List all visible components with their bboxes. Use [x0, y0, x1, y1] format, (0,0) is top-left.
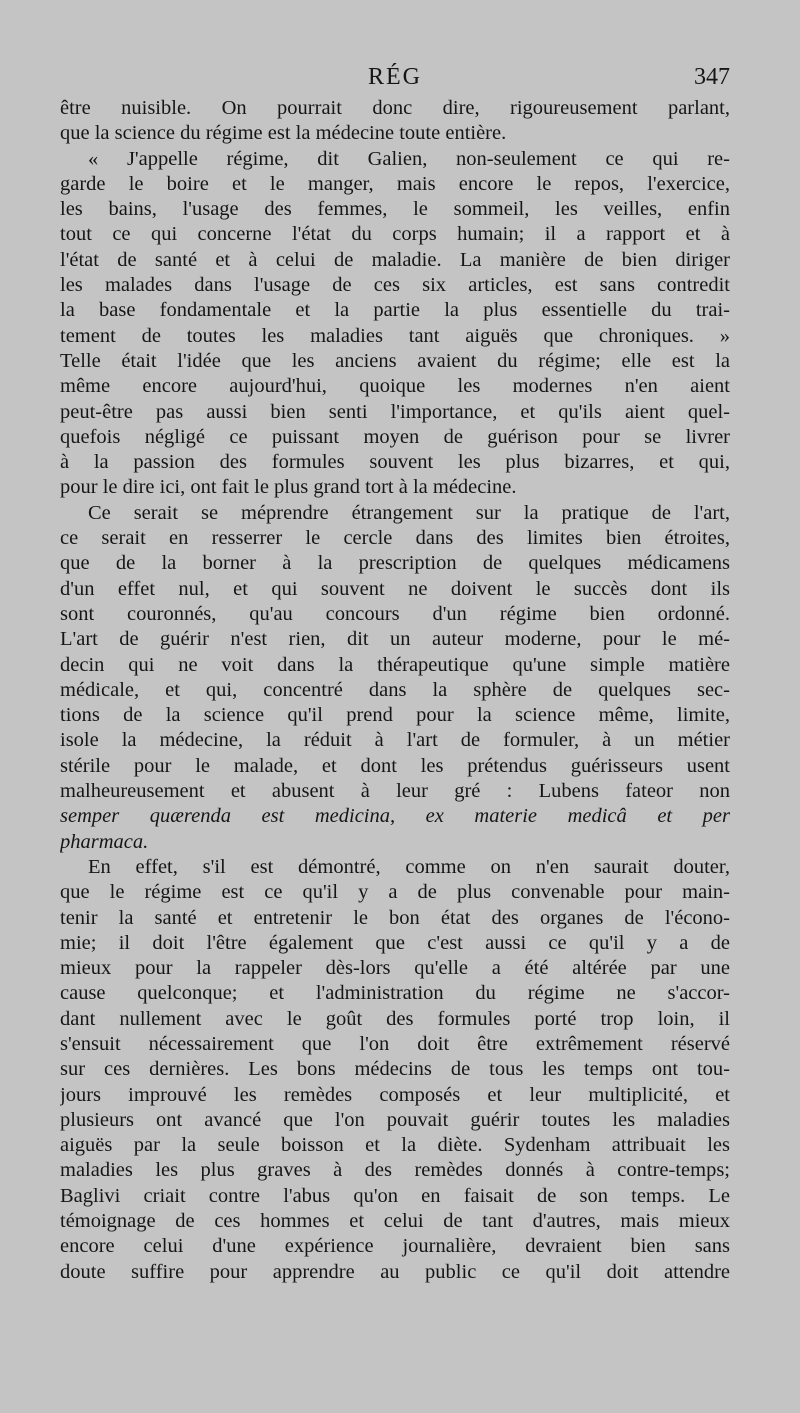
text-line: les bains, l'usage des femmes, le sommeil, les veilles, enfin: [60, 198, 730, 221]
text-line: même encore aujourd'hui, quoique les modernes n'en aient: [60, 375, 730, 398]
text-line: être nuisible. On pourrait donc dire, rigoureusement parlant,: [60, 97, 730, 119]
text-line: tout ce qui concerne l'état du corps humain; il a rapport et à: [60, 223, 730, 246]
text-line: l'état de santé et à celui de maladie. La manière de bien diriger: [60, 248, 730, 271]
text-line: que de la borner à la prescription de quelques médicamens: [60, 552, 730, 575]
text-line: peut-être pas aussi bien senti l'importance, et qu'ils aient quel-: [60, 400, 730, 423]
text-line: Ce serait se méprendre étrangement sur la pratique de l'art,: [88, 501, 730, 524]
text-line: sont couronnés, qu'au concours d'un régime bien ordonné.: [60, 602, 730, 625]
text-line: médicale, et qui, concentré dans la sphère de quelques sec-: [60, 678, 730, 701]
body-text: [60, 96, 730, 1285]
text-line: la base fondamentale et la partie la plus essentielle du trai-: [60, 299, 730, 322]
text-line: stérile pour le malade, et dont les prétendus guérisseurs usent: [60, 754, 730, 777]
text-line: cause quelconque; et l'administration du régime ne s'accor-: [60, 982, 730, 1005]
text-line: plusieurs ont avancé que l'on pouvait guérir toutes les maladies: [60, 1108, 730, 1131]
text-line: L'art de guérir n'est rien, dit un auteur moderne, pour le mé-: [60, 628, 730, 651]
text-line: tement de toutes les maladies tant aiguës que chroniques. »: [60, 324, 730, 347]
text-line: malheureusement et abusent à leur gré : Lubens fateor non: [60, 780, 730, 803]
text-line: dant nullement avec le goût des formules porté trop loin, il: [60, 1007, 730, 1030]
text-line: Telle était l'idée que les anciens avaient du régime; elle est la: [60, 349, 730, 372]
page-number: 347: [694, 64, 730, 90]
text-line: pour le dire ici, ont fait le plus grand tort à la médecine.: [60, 476, 517, 499]
text-line: ce serait en resserrer le cercle dans des limites bien étroites,: [60, 527, 730, 550]
text-line: aiguës par la seule boisson et la diète. Sydenham attribuait les: [60, 1134, 730, 1157]
text-line: maladies les plus graves à des remèdes donnés à contre-temps;: [60, 1159, 730, 1182]
text-line: que le régime est ce qu'il y a de plus convenable pour main-: [60, 881, 730, 904]
text-line: mie; il doit l'être également que c'est aussi ce qu'il y a de: [60, 931, 730, 954]
text-line: à la passion des formules souvent les plus bizarres, et qui,: [60, 451, 730, 474]
text-line: garde le boire et le manger, mais encore le repos, l'exercice,: [60, 172, 730, 195]
text-line: encore celui d'une expérience journalière, devraient bien sans: [60, 1235, 730, 1258]
text-line: « J'appelle régime, dit Galien, non-seulement ce qui re-: [88, 147, 730, 170]
text-line: s'ensuit nécessairement que l'on doit être extrêmement réservé: [60, 1032, 730, 1055]
running-head: RÉG: [368, 64, 422, 90]
text-line: isole la médecine, la réduit à l'art de formuler, à un métier: [60, 729, 730, 752]
text-line: decin qui ne voit dans la thérapeutique qu'une simple matière: [60, 653, 730, 676]
text-line: sur ces dernières. Les bons médecins de tous les temps ont tou-: [60, 1058, 730, 1081]
text-line: quefois négligé ce puissant moyen de guérison pour se livrer: [60, 425, 730, 448]
text-line: Baglivi criait contre l'abus qu'on en faisait de son temps. Le: [60, 1184, 730, 1207]
text-line: jours improuvé les remèdes composés et leur multiplicité, et: [60, 1083, 730, 1106]
text-line: pharmaca.: [60, 830, 149, 853]
text-line: semper quærenda est medicina, ex materie medicâ et per: [60, 805, 730, 828]
page-header: [60, 64, 730, 96]
text-line: doute suffire pour apprendre au public ce qu'il doit attendre: [60, 1260, 730, 1283]
text-line: les malades dans l'usage de ces six articles, est sans contredit: [60, 274, 730, 297]
text-line: En effet, s'il est démontré, comme on n'en saurait douter,: [88, 855, 730, 878]
text-line: tions de la science qu'il prend pour la science même, limite,: [60, 704, 730, 727]
text-line: mieux pour la rappeler dès-lors qu'elle a été altérée par une: [60, 957, 730, 980]
text-line: d'un effet nul, et qui souvent ne doivent le succès dont ils: [60, 577, 730, 600]
text-line: tenir la santé et entretenir le bon état des organes de l'écono-: [60, 906, 730, 929]
text-line: témoignage de ces hommes et celui de tant d'autres, mais mieux: [60, 1210, 730, 1233]
text-line: que la science du régime est la médecine toute entière.: [60, 122, 507, 145]
